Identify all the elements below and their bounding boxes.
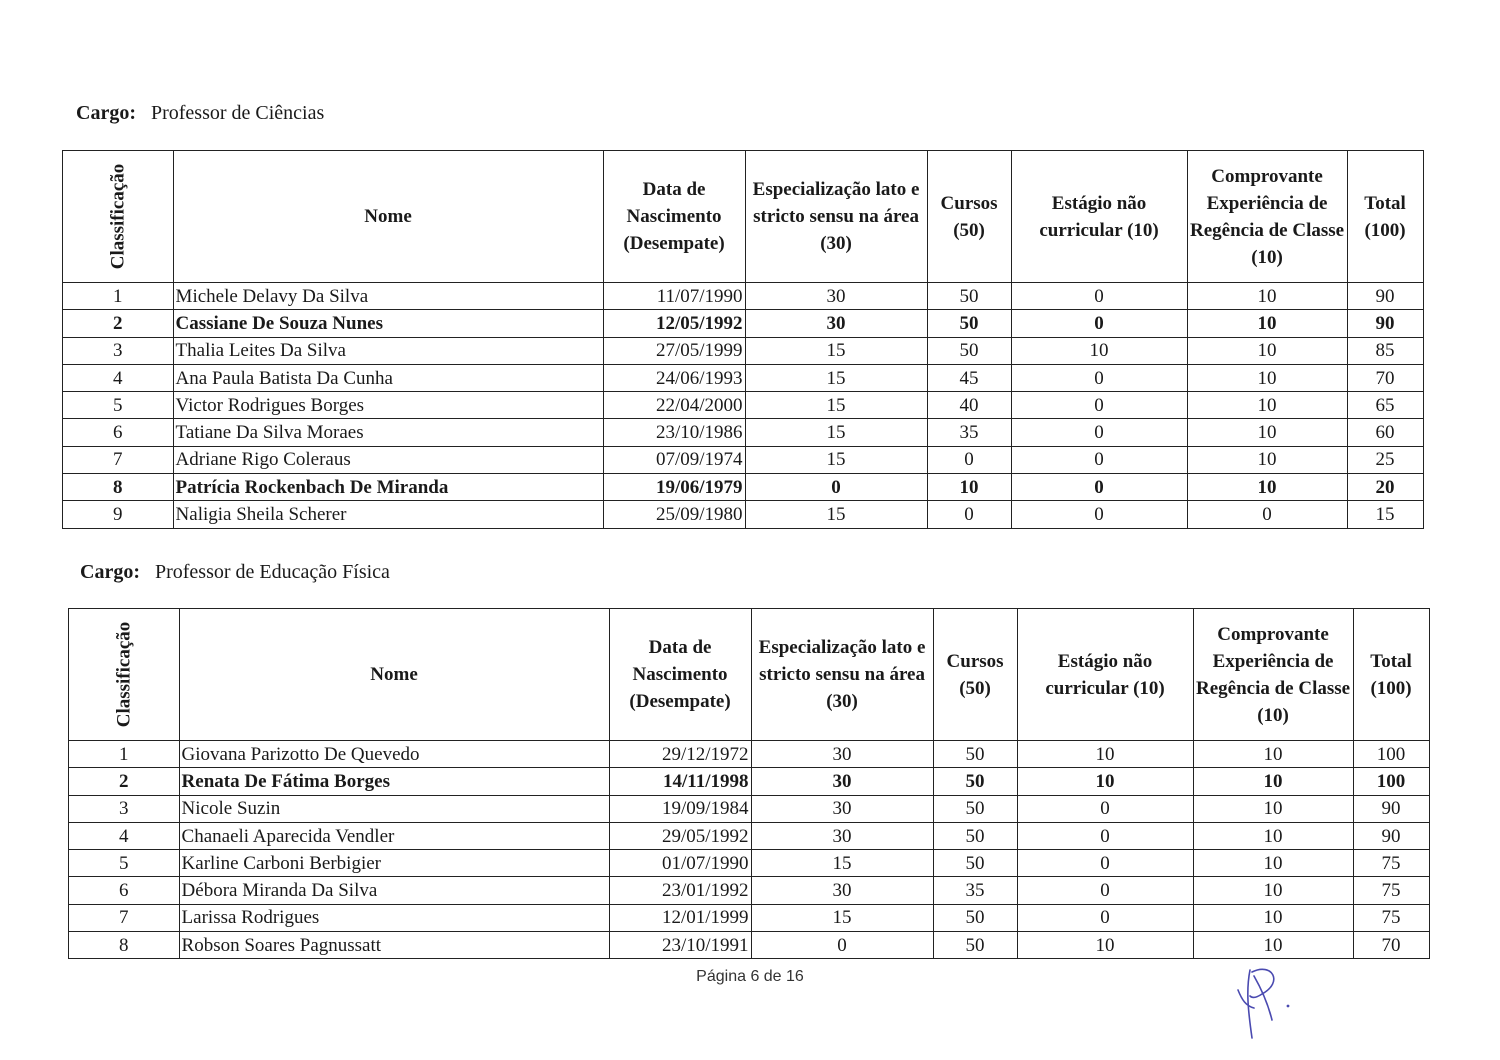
cell-comprovante: 10	[1187, 337, 1347, 364]
cell-classificacao: 2	[69, 768, 180, 795]
cell-comprovante: 10	[1187, 446, 1347, 473]
cell-nome: Naligia Sheila Scherer	[173, 501, 603, 528]
cell-comprovante: 10	[1187, 392, 1347, 419]
cell-estagio: 10	[1017, 768, 1193, 795]
cell-nome: Patrícia Rockenbach De Miranda	[173, 474, 603, 501]
table-row	[69, 904, 1430, 931]
cell-total: 65	[1347, 392, 1423, 419]
header-classificacao: Classificação	[69, 609, 180, 741]
cell-nome: Débora Miranda Da Silva	[179, 877, 609, 904]
header-nome: Nome	[173, 151, 603, 283]
cell-estagio: 0	[1011, 501, 1187, 528]
cell-data-nascimento: 29/05/1992	[609, 822, 751, 849]
cell-total: 85	[1347, 337, 1423, 364]
table-row	[69, 822, 1430, 849]
cell-especializacao: 15	[751, 850, 933, 877]
cell-estagio: 0	[1011, 392, 1187, 419]
cell-cursos: 50	[933, 795, 1017, 822]
cell-data-nascimento: 12/01/1999	[609, 904, 751, 931]
cargo-value: Professor de Educação Física	[154, 561, 390, 583]
cell-cursos: 50	[933, 850, 1017, 877]
cell-total: 70	[1353, 932, 1429, 959]
header-especializacao: Especialização lato e stricto sensu na área (30)	[745, 151, 927, 283]
header-data: Data de Nascimento (Desempate)	[609, 609, 751, 741]
header-nome: Nome	[179, 609, 609, 741]
cell-comprovante: 10	[1193, 795, 1353, 822]
cell-nome: Ana Paula Batista Da Cunha	[173, 364, 603, 391]
cell-especializacao: 15	[745, 364, 927, 391]
cell-data-nascimento: 19/06/1979	[603, 474, 745, 501]
cell-data-nascimento: 23/01/1992	[609, 877, 751, 904]
cell-classificacao: 5	[69, 850, 180, 877]
cell-especializacao: 30	[751, 768, 933, 795]
cell-total: 90	[1353, 822, 1429, 849]
cell-classificacao: 7	[63, 446, 174, 473]
table-header-row	[69, 609, 1430, 741]
cell-estagio: 0	[1011, 474, 1187, 501]
cell-cursos: 40	[927, 392, 1011, 419]
table-row	[63, 419, 1424, 446]
header-total: Total (100)	[1353, 609, 1429, 741]
cell-cursos: 50	[933, 768, 1017, 795]
cell-data-nascimento: 07/09/1974	[603, 446, 745, 473]
cell-cursos: 50	[933, 822, 1017, 849]
cell-classificacao: 3	[69, 795, 180, 822]
table-row	[69, 850, 1430, 877]
cell-data-nascimento: 22/04/2000	[603, 392, 745, 419]
cell-nome: Giovana Parizotto De Quevedo	[179, 741, 609, 768]
cell-comprovante: 10	[1193, 904, 1353, 931]
cell-comprovante: 10	[1193, 877, 1353, 904]
cell-comprovante: 10	[1193, 932, 1353, 959]
cell-total: 100	[1353, 768, 1429, 795]
cell-cursos: 50	[933, 741, 1017, 768]
cell-nome: Nicole Suzin	[179, 795, 609, 822]
header-cursos: Cursos (50)	[927, 151, 1011, 283]
cell-total: 90	[1347, 283, 1423, 310]
table-row	[63, 337, 1424, 364]
cell-especializacao: 15	[745, 446, 927, 473]
cell-total: 90	[1353, 795, 1429, 822]
cell-comprovante: 10	[1193, 768, 1353, 795]
cargo-label: Cargo:	[80, 561, 140, 583]
cell-cursos: 0	[927, 501, 1011, 528]
table-row	[63, 501, 1424, 528]
cell-estagio: 0	[1011, 419, 1187, 446]
cell-nome: Renata De Fátima Borges	[179, 768, 609, 795]
cell-total: 60	[1347, 419, 1423, 446]
cell-classificacao: 6	[63, 419, 174, 446]
cell-cursos: 50	[927, 310, 1011, 337]
cell-estagio: 0	[1017, 795, 1193, 822]
cell-especializacao: 15	[745, 419, 927, 446]
cell-classificacao: 2	[63, 310, 174, 337]
cell-data-nascimento: 25/09/1980	[603, 501, 745, 528]
cell-especializacao: 0	[751, 932, 933, 959]
cell-nome: Victor Rodrigues Borges	[173, 392, 603, 419]
table-row	[69, 795, 1430, 822]
cell-total: 75	[1353, 877, 1429, 904]
cell-nome: Larissa Rodrigues	[179, 904, 609, 931]
cell-data-nascimento: 19/09/1984	[609, 795, 751, 822]
cell-especializacao: 30	[751, 877, 933, 904]
cell-classificacao: 6	[69, 877, 180, 904]
cell-comprovante: 10	[1193, 741, 1353, 768]
cell-estagio: 10	[1017, 932, 1193, 959]
cell-nome: Thalia Leites Da Silva	[173, 337, 603, 364]
cell-classificacao: 4	[69, 822, 180, 849]
cell-nome: Cassiane De Souza Nunes	[173, 310, 603, 337]
cell-estagio: 0	[1017, 822, 1193, 849]
ranking-table-educacao-fisica	[68, 608, 1430, 959]
header-data: Data de Nascimento (Desempate)	[603, 151, 745, 283]
cell-especializacao: 15	[751, 904, 933, 931]
cell-classificacao: 4	[63, 364, 174, 391]
cell-nome: Tatiane Da Silva Moraes	[173, 419, 603, 446]
table-row	[63, 392, 1424, 419]
cell-total: 75	[1353, 904, 1429, 931]
signature-initials-icon	[1232, 960, 1302, 1047]
cell-total: 20	[1347, 474, 1423, 501]
cell-comprovante: 0	[1187, 501, 1347, 528]
cell-especializacao: 30	[751, 741, 933, 768]
cell-comprovante: 10	[1187, 419, 1347, 446]
cell-especializacao: 30	[745, 283, 927, 310]
cell-comprovante: 10	[1187, 310, 1347, 337]
table-header-row	[63, 151, 1424, 283]
cell-especializacao: 30	[745, 310, 927, 337]
cell-nome: Karline Carboni Berbigier	[179, 850, 609, 877]
cell-especializacao: 15	[745, 337, 927, 364]
cell-classificacao: 1	[63, 283, 174, 310]
cell-cursos: 0	[927, 446, 1011, 473]
cell-classificacao: 9	[63, 501, 174, 528]
cell-comprovante: 10	[1187, 364, 1347, 391]
cell-cursos: 35	[933, 877, 1017, 904]
cell-data-nascimento: 23/10/1991	[609, 932, 751, 959]
cell-comprovante: 10	[1193, 850, 1353, 877]
header-total: Total (100)	[1347, 151, 1423, 283]
table-row	[63, 364, 1424, 391]
cell-data-nascimento: 23/10/1986	[603, 419, 745, 446]
table-row	[63, 474, 1424, 501]
ranking-table-ciencias	[62, 150, 1424, 529]
cell-data-nascimento: 14/11/1998	[609, 768, 751, 795]
header-comprovante: Comprovante Experiência de Regência de Classe (10)	[1193, 609, 1353, 741]
cell-nome: Chanaeli Aparecida Vendler	[179, 822, 609, 849]
cell-estagio: 10	[1017, 741, 1193, 768]
cell-total: 100	[1353, 741, 1429, 768]
cell-especializacao: 30	[751, 795, 933, 822]
cell-especializacao: 15	[745, 392, 927, 419]
cell-estagio: 10	[1011, 337, 1187, 364]
cell-cursos: 10	[927, 474, 1011, 501]
cell-classificacao: 8	[63, 474, 174, 501]
cell-nome: Adriane Rigo Coleraus	[173, 446, 603, 473]
cell-estagio: 0	[1017, 904, 1193, 931]
table-row	[63, 446, 1424, 473]
cell-total: 15	[1347, 501, 1423, 528]
cargo-value: Professor de Ciências	[150, 102, 325, 124]
table-row	[63, 310, 1424, 337]
cell-nome: Michele Delavy Da Silva	[173, 283, 603, 310]
cell-data-nascimento: 01/07/1990	[609, 850, 751, 877]
cell-data-nascimento: 27/05/1999	[603, 337, 745, 364]
cell-estagio: 0	[1011, 446, 1187, 473]
cell-estagio: 0	[1011, 283, 1187, 310]
header-cursos: Cursos (50)	[933, 609, 1017, 741]
cell-classificacao: 8	[69, 932, 180, 959]
cell-data-nascimento: 12/05/1992	[603, 310, 745, 337]
cell-especializacao: 15	[745, 501, 927, 528]
cargo-heading-2	[80, 561, 390, 584]
cell-cursos: 35	[927, 419, 1011, 446]
page-number: Página 6 de 16	[696, 968, 804, 985]
table-row	[69, 877, 1430, 904]
cell-total: 25	[1347, 446, 1423, 473]
cell-classificacao: 3	[63, 337, 174, 364]
cell-cursos: 50	[927, 337, 1011, 364]
cell-especializacao: 0	[745, 474, 927, 501]
header-comprovante: Comprovante Experiência de Regência de Classe (10)	[1187, 151, 1347, 283]
cell-estagio: 0	[1017, 877, 1193, 904]
cell-comprovante: 10	[1187, 283, 1347, 310]
cell-nome: Robson Soares Pagnussatt	[179, 932, 609, 959]
cell-cursos: 50	[933, 904, 1017, 931]
cell-data-nascimento: 24/06/1993	[603, 364, 745, 391]
header-especializacao: Especialização lato e stricto sensu na área (30)	[751, 609, 933, 741]
cargo-label: Cargo:	[76, 102, 136, 124]
table-row	[63, 283, 1424, 310]
cell-data-nascimento: 29/12/1972	[609, 741, 751, 768]
table-row	[69, 932, 1430, 959]
cell-classificacao: 1	[69, 741, 180, 768]
cell-comprovante: 10	[1187, 474, 1347, 501]
table-row	[69, 768, 1430, 795]
cell-comprovante: 10	[1193, 822, 1353, 849]
cell-data-nascimento: 11/07/1990	[603, 283, 745, 310]
cell-cursos: 50	[933, 932, 1017, 959]
table-row	[69, 741, 1430, 768]
cell-estagio: 0	[1017, 850, 1193, 877]
header-estagio: Estágio não curricular (10)	[1011, 151, 1187, 283]
header-estagio: Estágio não curricular (10)	[1017, 609, 1193, 741]
cell-especializacao: 30	[751, 822, 933, 849]
cell-cursos: 50	[927, 283, 1011, 310]
cell-estagio: 0	[1011, 364, 1187, 391]
cell-total: 90	[1347, 310, 1423, 337]
cell-total: 75	[1353, 850, 1429, 877]
cell-cursos: 45	[927, 364, 1011, 391]
header-classificacao: Classificação	[63, 151, 174, 283]
cargo-heading-1	[76, 102, 324, 125]
cell-classificacao: 7	[69, 904, 180, 931]
cell-estagio: 0	[1011, 310, 1187, 337]
cell-total: 70	[1347, 364, 1423, 391]
cell-classificacao: 5	[63, 392, 174, 419]
